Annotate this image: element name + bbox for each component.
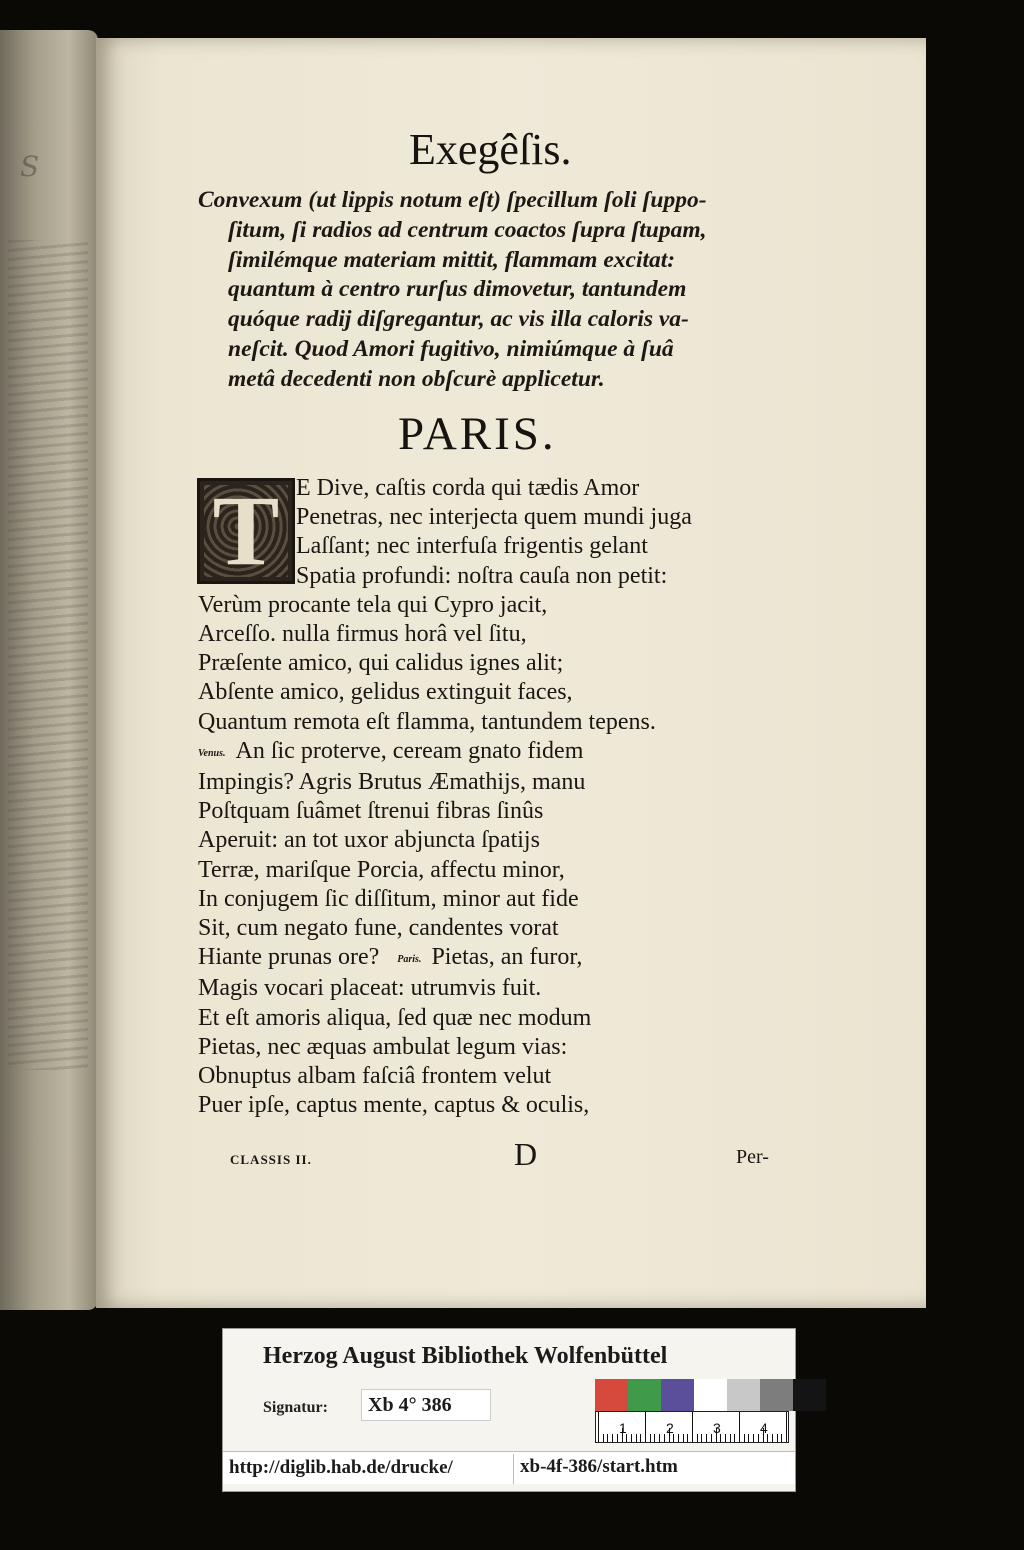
scale-ruler xyxy=(595,1411,789,1443)
ruler-number: 1 xyxy=(619,1420,627,1436)
ruler-tick xyxy=(748,1434,749,1442)
signatur-value: Xb 4° 386 xyxy=(361,1389,491,1421)
bleed-through-texture xyxy=(846,158,916,758)
speaker-label: Paris. xyxy=(397,954,422,966)
ruler-number: 3 xyxy=(713,1420,721,1436)
ruler-tick xyxy=(650,1434,651,1442)
section-heading: PARIS. xyxy=(398,408,557,460)
verse-line: Spatia profundi: noſtra cauſa non petit: xyxy=(296,562,668,589)
institution-name: Herzog August Bibliothek Wolfenbüttel xyxy=(263,1343,668,1369)
ruler-tick xyxy=(631,1434,632,1442)
ruler-tick xyxy=(777,1434,778,1442)
verse-line xyxy=(198,737,808,768)
exegesis-paragraph xyxy=(198,186,798,395)
ruler-tick xyxy=(781,1434,782,1442)
verse-line: Pietas, nec æquas ambulat legum vias: xyxy=(198,1033,568,1060)
ruler-tick xyxy=(664,1434,665,1442)
exegesis-line: Convexum (ut lippis notum eſt) ſpecillum ſoli ſuppo- xyxy=(198,187,707,213)
verse-line: Poſtquam ſuâmet ſtrenui fibras ſinûs xyxy=(198,798,544,825)
ruler-tick xyxy=(701,1434,702,1442)
signatur-label: Signatur: xyxy=(263,1399,328,1416)
ruler-tick xyxy=(706,1434,707,1442)
verse-line: Puer ipſe, captus mente, captus & oculis, xyxy=(198,1092,590,1119)
color-swatch xyxy=(793,1379,826,1411)
ruler-tick xyxy=(598,1412,599,1442)
speaker-label: Venus. xyxy=(198,747,226,759)
ruler-tick xyxy=(692,1412,693,1442)
verse-line: In conjugem ſic diſſitum, minor aut fide xyxy=(198,885,579,912)
ruler-tick xyxy=(739,1412,740,1442)
exegesis-line: ſitum, ſi radios ad centrum coactos ſupra ſtupam, xyxy=(228,216,707,243)
verse-line: Præſente amico, qui calidus ignes alit; xyxy=(198,650,564,677)
drop-cap-letter: T xyxy=(212,475,280,586)
url-prefix[interactable]: http://diglib.hab.de/drucke/ xyxy=(229,1457,453,1478)
gathering-letter: D xyxy=(514,1136,538,1172)
ruler-number: 2 xyxy=(666,1420,674,1436)
ruler-tick xyxy=(725,1434,726,1442)
exegesis-line: metâ decedenti non obſcurè applicetur. xyxy=(228,365,605,392)
color-swatch xyxy=(661,1379,694,1411)
verse-line: Aperuit: an tot uxor abjuncta ſpatijs xyxy=(198,827,540,854)
color-swatch xyxy=(628,1379,661,1411)
library-card xyxy=(222,1328,796,1492)
verse-line: Verùm procante tela qui Cypro jacit, xyxy=(198,591,548,618)
color-calibration-strip xyxy=(595,1379,826,1411)
ruler-tick xyxy=(654,1434,655,1442)
color-swatch xyxy=(694,1379,727,1411)
color-swatch xyxy=(760,1379,793,1411)
url-bar xyxy=(223,1451,795,1484)
url-suffix[interactable]: xb-4f-386/start.htm xyxy=(513,1454,684,1484)
exegesis-line: quantum à centro rurſus dimovetur, tantundem xyxy=(228,276,687,303)
ruler-tick xyxy=(772,1434,773,1442)
ruler-tick xyxy=(683,1434,684,1442)
exegesis-line: quóque radij diſgregantur, ac vis illa caloris va- xyxy=(228,306,689,333)
verse-line-text: Pietas, an furor, xyxy=(431,944,583,971)
ruler-tick xyxy=(640,1434,641,1442)
ruler-tick xyxy=(744,1434,745,1442)
verse-line: Laſſant; nec interfuſa frigentis gelant xyxy=(296,533,648,560)
verse-line: Impingis? Agris Brutus Æmathijs, manu xyxy=(198,769,586,796)
color-swatch xyxy=(727,1379,760,1411)
page-title: Exegêſis. xyxy=(409,125,572,174)
ruler-number: 4 xyxy=(760,1420,768,1436)
verse-line xyxy=(198,943,808,974)
ruler-tick xyxy=(758,1434,759,1442)
ruler-tick xyxy=(697,1434,698,1442)
verse-line-text: Hiante prunas ore? xyxy=(198,944,380,971)
ruler-tick xyxy=(730,1434,731,1442)
ruler-tick xyxy=(734,1434,735,1442)
verse-line: Terræ, mariſque Porcia, affectu minor, xyxy=(198,856,565,883)
signature-mark: CLASSIS II. xyxy=(230,1152,312,1167)
left-page-ghost-text: S xyxy=(20,150,40,183)
left-page-illustration xyxy=(8,240,88,1070)
exegesis-line: neſcit. Quod Amori fugitivo, nimiúmque à ſuâ xyxy=(228,335,674,362)
ruler-tick xyxy=(678,1434,679,1442)
ruler-tick xyxy=(659,1434,660,1442)
catchword: Per- xyxy=(736,1146,769,1168)
ruler-tick xyxy=(687,1434,688,1442)
verse-line: Et eſt amoris aliqua, ſed quæ nec modum xyxy=(198,1004,592,1031)
left-page-edge xyxy=(0,30,98,1310)
ruler-tick xyxy=(612,1434,613,1442)
ruler-tick xyxy=(617,1434,618,1442)
verse-line: Arceſſo. nulla firmus horâ vel ſitu, xyxy=(198,621,527,648)
ruler-tick xyxy=(786,1412,787,1442)
ruler-tick xyxy=(711,1434,712,1442)
exegesis-line: ſimilémque materiam mittit, flammam excitat: xyxy=(228,246,676,273)
verse-line: Penetras, nec interjecta quem mundi juga xyxy=(296,504,692,531)
verse-block xyxy=(198,474,808,1120)
verse-line: Abſente amico, gelidus extinguit faces, xyxy=(198,679,573,706)
verse-line: Magis vocari placeat: utrumvis fuit. xyxy=(198,975,542,1002)
ruler-tick xyxy=(636,1434,637,1442)
verse-line: Obnuptus albam faſciâ frontem velut xyxy=(198,1063,552,1090)
verse-line: E Dive, caſtis corda qui tædis Amor xyxy=(296,475,640,501)
ruler-tick xyxy=(645,1412,646,1442)
color-swatch xyxy=(595,1379,628,1411)
verse-line: Sit, cum negato fune, candentes vorat xyxy=(198,915,559,942)
ruler-tick xyxy=(603,1434,604,1442)
ruler-tick xyxy=(607,1434,608,1442)
ruler-tick xyxy=(753,1434,754,1442)
verse-line: Quantum remota eſt flamma, tantundem tepens. xyxy=(198,708,656,735)
verse-line-text: An ſic proterve, ceream gnato fidem xyxy=(235,737,584,764)
